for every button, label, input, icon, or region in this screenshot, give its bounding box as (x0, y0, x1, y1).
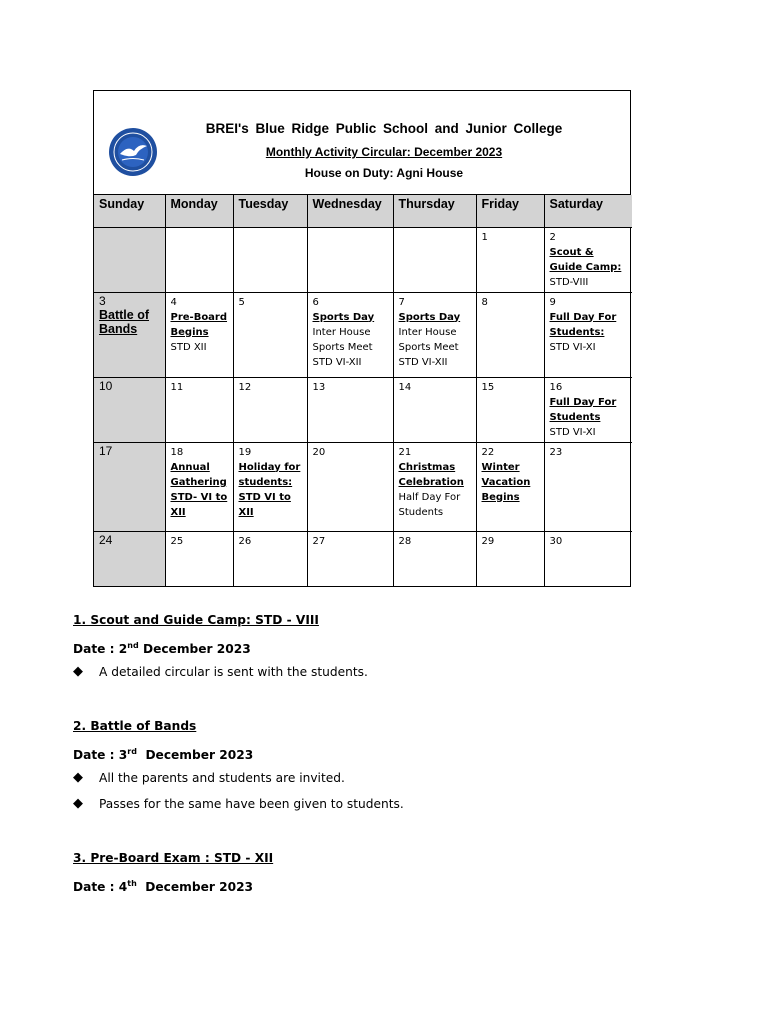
event-details: Half Day For Students (398, 491, 461, 518)
week-row (94, 227, 632, 292)
day-cell (544, 531, 632, 586)
event-title: Winter Vacation Begins (481, 461, 531, 503)
day-cell (165, 292, 233, 377)
day-cell (94, 442, 165, 531)
day-cell (307, 531, 393, 586)
day-cell (393, 377, 476, 442)
day-cell (94, 531, 165, 586)
day-header-row (94, 195, 632, 227)
event-details: STD VI-XI (549, 426, 596, 438)
note-date-suffix-ordinal: th (127, 879, 137, 888)
date-number: 3 (99, 293, 106, 308)
date-number: 9 (549, 296, 556, 308)
diamond-bullet-icon: ◆ (73, 796, 83, 811)
date-number: 20 (312, 446, 326, 458)
date-number: 13 (312, 381, 326, 393)
day-cell (165, 531, 233, 586)
event-title: Annual Gathering STD- VI to XII (170, 461, 228, 518)
note-date (73, 875, 693, 901)
note-bullet-text: All the parents and students are invited. (99, 771, 345, 785)
week-row (94, 442, 632, 531)
event-title: Battle of Bands (99, 307, 149, 336)
date-number: 12 (238, 381, 252, 393)
event-title: Sports Day (312, 311, 375, 323)
calendar-grid (94, 195, 632, 586)
day-cell (476, 227, 544, 292)
day-cell (476, 531, 544, 586)
day-cell (393, 442, 476, 531)
diamond-bullet-icon: ◆ (73, 770, 83, 785)
circular-title: Monthly Activity Circular: December 2023 (265, 145, 503, 159)
day-header-monday: Monday (165, 195, 233, 227)
date-number: 19 (238, 446, 252, 458)
note-date-month: December 2023 (136, 748, 254, 763)
event-title: Holiday for students: STD VI to XII (238, 461, 301, 518)
date-number: 14 (398, 381, 412, 393)
date-number: 22 (481, 446, 495, 458)
day-header-sunday: Sunday (94, 195, 165, 227)
day-cell (476, 377, 544, 442)
note-date-month: December 2023 (136, 880, 254, 895)
date-number: 29 (481, 535, 495, 547)
house-on-duty: House on Duty: Agni House (304, 166, 464, 180)
week-row (94, 292, 632, 377)
day-cell (233, 227, 307, 292)
day-cell (165, 227, 233, 292)
day-cell (94, 292, 165, 377)
date-number: 16 (549, 381, 563, 393)
date-number: 27 (312, 535, 326, 547)
date-number: 24 (99, 532, 113, 547)
day-cell (544, 442, 632, 531)
day-cell (233, 531, 307, 586)
note-bullet (73, 769, 693, 795)
date-number: 8 (481, 296, 488, 308)
week-row (94, 531, 632, 586)
note-bullet (73, 795, 693, 821)
date-number: 10 (99, 378, 113, 393)
date-number: 2 (549, 231, 556, 243)
note-date (73, 743, 693, 769)
diamond-bullet-icon: ◆ (73, 664, 83, 679)
day-cell (393, 292, 476, 377)
event-title: Scout & Guide Camp: (549, 246, 622, 273)
date-number: 23 (549, 446, 563, 458)
date-number: 18 (170, 446, 184, 458)
date-number: 5 (238, 296, 245, 308)
day-cell (165, 442, 233, 531)
date-number: 25 (170, 535, 184, 547)
event-details: STD XII (170, 341, 207, 353)
date-number: 28 (398, 535, 412, 547)
day-cell (476, 442, 544, 531)
day-header-wednesday: Wednesday (307, 195, 393, 227)
day-cell (307, 292, 393, 377)
day-cell (307, 377, 393, 442)
event-title: Full Day For Students (549, 396, 617, 423)
day-header-saturday: Saturday (544, 195, 632, 227)
event-title: Christmas Celebration (398, 461, 464, 488)
date-number: 26 (238, 535, 252, 547)
day-cell (233, 442, 307, 531)
note-date-prefix: Date : 4 (73, 880, 128, 895)
day-cell (544, 292, 632, 377)
day-cell (307, 227, 393, 292)
event-details: STD-VIII (549, 276, 589, 288)
event-details: Inter House Sports Meet STD VI-XII (312, 326, 373, 368)
date-number: 1 (481, 231, 488, 243)
date-number: 7 (398, 296, 405, 308)
note-date-suffix-ordinal: rd (127, 747, 137, 756)
date-number: 11 (170, 381, 184, 393)
notes-section (73, 611, 693, 901)
event-title: Sports Day (398, 311, 461, 323)
event-title: Full Day For Students: (549, 311, 617, 338)
day-cell (233, 292, 307, 377)
note-title: 3. Pre-Board Exam : STD - XII (73, 851, 274, 865)
calendar-header (94, 91, 630, 195)
note-bullet-text: Passes for the same have been given to students. (99, 797, 404, 811)
day-cell (544, 377, 632, 442)
date-number: 6 (312, 296, 319, 308)
date-number: 4 (170, 296, 177, 308)
school-name: BREI's Blue Ridge Public School and Junior College (205, 121, 563, 136)
calendar (93, 90, 631, 587)
day-cell (165, 377, 233, 442)
date-number: 21 (398, 446, 412, 458)
event-title: Pre-Board Begins (170, 311, 228, 338)
note-date-month: December 2023 (138, 642, 251, 657)
day-cell (307, 442, 393, 531)
event-details: STD VI-XI (549, 341, 596, 353)
note-date-prefix: Date : 3 (73, 748, 128, 763)
note-date (73, 637, 693, 663)
note-bullet-text: A detailed circular is sent with the students. (99, 665, 368, 679)
note-bullet (73, 663, 693, 689)
day-cell (233, 377, 307, 442)
day-cell (476, 292, 544, 377)
day-cell (393, 531, 476, 586)
date-number: 17 (99, 443, 113, 458)
note-title: 1. Scout and Guide Camp: STD - VIII (73, 613, 319, 627)
day-header-thursday: Thursday (393, 195, 476, 227)
event-details: Inter House Sports Meet STD VI-XII (398, 326, 459, 368)
week-row (94, 377, 632, 442)
note-date-suffix-ordinal: nd (127, 641, 139, 650)
note-title: 2. Battle of Bands (73, 719, 197, 733)
day-cell (94, 227, 165, 292)
note-date-prefix: Date : 2 (73, 642, 128, 657)
day-header-friday: Friday (476, 195, 544, 227)
day-header-tuesday: Tuesday (233, 195, 307, 227)
date-number: 30 (549, 535, 563, 547)
date-number: 15 (481, 381, 495, 393)
day-cell (393, 227, 476, 292)
day-cell (94, 377, 165, 442)
day-cell (544, 227, 632, 292)
